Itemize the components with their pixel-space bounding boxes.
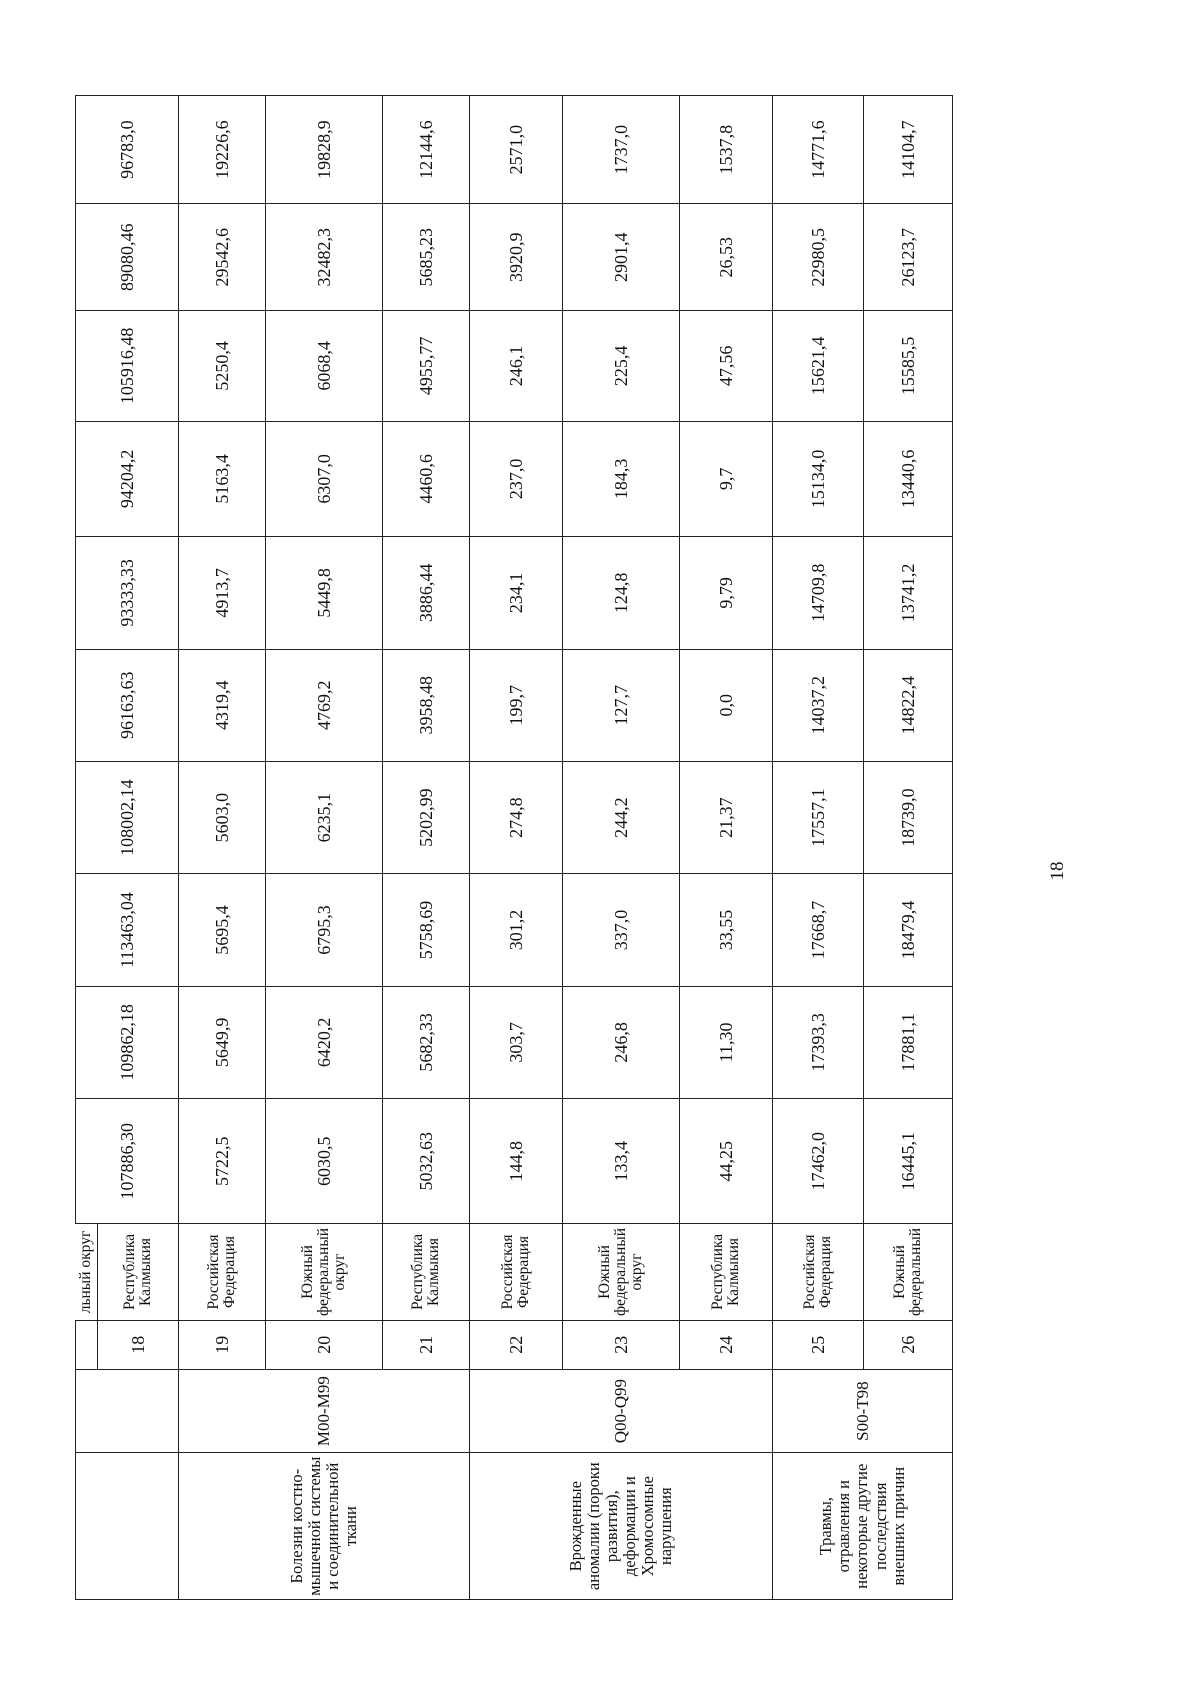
region-cell: Российская Федерация	[179, 1224, 266, 1320]
value-cell: 15585,5	[864, 311, 953, 421]
value-cell: 5758,69	[383, 874, 470, 986]
value-cell: 124,8	[563, 537, 680, 649]
value-cell: 2571,0	[470, 96, 563, 204]
value-cell: 33,55	[680, 874, 773, 986]
value-cell: 6235,1	[266, 761, 383, 873]
value-cell: 12144,6	[383, 96, 470, 204]
value-cell: 9,7	[680, 421, 773, 537]
value-cell: 225,4	[563, 311, 680, 421]
value-cell: 26123,7	[864, 204, 953, 311]
value-cell: 26,53	[680, 204, 773, 311]
value-cell: 246,8	[563, 986, 680, 1098]
region-cell: Южный федеральный округ	[266, 1224, 383, 1320]
value-cell: 5603,0	[179, 761, 266, 873]
value-cell: 5163,4	[179, 421, 266, 537]
row-number-cell: 24	[680, 1320, 773, 1369]
page-number: 18	[1047, 861, 1068, 881]
region-cell: льный округ	[76, 1224, 98, 1320]
row-number-cell: 26	[864, 1320, 953, 1369]
region-cell: Республика Калмыкия	[383, 1224, 470, 1320]
value-cell: 22980,5	[773, 204, 864, 311]
value-cell: 94204,2	[76, 421, 179, 537]
value-cell: 237,0	[470, 421, 563, 537]
icd-code-cell: S00-T98	[773, 1369, 953, 1452]
value-cell: 16445,1	[864, 1099, 953, 1224]
row-number-cell: 22	[470, 1320, 563, 1369]
value-cell: 105916,48	[76, 311, 179, 421]
value-cell: 303,7	[470, 986, 563, 1098]
value-cell: 29542,6	[179, 204, 266, 311]
value-cell: 19828,9	[266, 96, 383, 204]
region-cell: Южный федеральный	[864, 1224, 953, 1320]
value-cell: 5685,23	[383, 204, 470, 311]
table-row	[76, 96, 98, 1600]
table-row	[470, 96, 563, 1600]
value-cell: 5449,8	[266, 537, 383, 649]
value-cell: 1737,0	[563, 96, 680, 204]
value-cell: 6420,2	[266, 986, 383, 1098]
value-cell: 17881,1	[864, 986, 953, 1098]
value-cell: 14104,7	[864, 96, 953, 204]
value-cell: 32482,3	[266, 204, 383, 311]
value-cell: 13741,2	[864, 537, 953, 649]
value-cell: 14771,6	[773, 96, 864, 204]
row-number-cell: 20	[266, 1320, 383, 1369]
value-cell: 6307,0	[266, 421, 383, 537]
value-cell: 96163,63	[76, 649, 179, 761]
value-cell: 17557,1	[773, 761, 864, 873]
value-cell: 5695,4	[179, 874, 266, 986]
icd-code-cell	[76, 1369, 179, 1452]
value-cell: 3958,48	[383, 649, 470, 761]
value-cell: 19226,6	[179, 96, 266, 204]
value-cell: 44,25	[680, 1099, 773, 1224]
value-cell: 337,0	[563, 874, 680, 986]
value-cell: 17393,3	[773, 986, 864, 1098]
region-cell: Южный федеральный округ	[563, 1224, 680, 1320]
value-cell: 133,4	[563, 1099, 680, 1224]
value-cell: 13440,6	[864, 421, 953, 537]
value-cell: 9,79	[680, 537, 773, 649]
morbidity-table	[75, 95, 953, 1600]
table-row	[179, 96, 266, 1600]
value-cell: 2901,4	[563, 204, 680, 311]
value-cell: 3886,44	[383, 537, 470, 649]
value-cell: 17462,0	[773, 1099, 864, 1224]
region-cell: Российская Федерация	[470, 1224, 563, 1320]
disease-cell: Болезни костно-мышечной системы и соединительной ткани	[179, 1453, 470, 1600]
value-cell: 17668,7	[773, 874, 864, 986]
value-cell: 6030,5	[266, 1099, 383, 1224]
value-cell: 15621,4	[773, 311, 864, 421]
disease-cell	[76, 1453, 179, 1600]
value-cell: 244,2	[563, 761, 680, 873]
value-cell: 14709,8	[773, 537, 864, 649]
row-number-cell: 18	[98, 1320, 179, 1369]
value-cell: 108002,14	[76, 761, 179, 873]
value-cell: 127,7	[563, 649, 680, 761]
value-cell: 109862,18	[76, 986, 179, 1098]
row-number-cell: 21	[383, 1320, 470, 1369]
value-cell: 4955,77	[383, 311, 470, 421]
icd-code-cell: Q00-Q99	[470, 1369, 773, 1452]
region-cell: Республика Калмыкия	[680, 1224, 773, 1320]
row-number-cell: 19	[179, 1320, 266, 1369]
value-cell: 4460,6	[383, 421, 470, 537]
value-cell: 5250,4	[179, 311, 266, 421]
value-cell: 5682,33	[383, 986, 470, 1098]
value-cell: 5202,99	[383, 761, 470, 873]
value-cell: 184,3	[563, 421, 680, 537]
value-cell: 96783,0	[76, 96, 179, 204]
value-cell: 113463,04	[76, 874, 179, 986]
value-cell: 18739,0	[864, 761, 953, 873]
value-cell: 234,1	[470, 537, 563, 649]
value-cell: 4319,4	[179, 649, 266, 761]
value-cell: 21,37	[680, 761, 773, 873]
value-cell: 15134,0	[773, 421, 864, 537]
value-cell: 1537,8	[680, 96, 773, 204]
value-cell: 5032,63	[383, 1099, 470, 1224]
rotated-table-page	[75, 95, 1025, 1600]
row-number-cell: 23	[563, 1320, 680, 1369]
value-cell: 5649,9	[179, 986, 266, 1098]
value-cell: 3920,9	[470, 204, 563, 311]
disease-cell: Врожденные аномалии (пороки развития), деформации и Хромосомные нарушения	[470, 1453, 773, 1600]
value-cell: 47,56	[680, 311, 773, 421]
value-cell: 5722,5	[179, 1099, 266, 1224]
value-cell: 4769,2	[266, 649, 383, 761]
value-cell: 144,8	[470, 1099, 563, 1224]
row-number-cell	[76, 1320, 98, 1369]
table-row	[773, 96, 864, 1600]
value-cell: 4913,7	[179, 537, 266, 649]
value-cell: 0,0	[680, 649, 773, 761]
value-cell: 274,8	[470, 761, 563, 873]
value-cell: 93333,33	[76, 537, 179, 649]
region-cell: Российская Федерация	[773, 1224, 864, 1320]
icd-code-cell: M00-M99	[179, 1369, 470, 1452]
value-cell: 14822,4	[864, 649, 953, 761]
value-cell: 107886,30	[76, 1099, 179, 1224]
value-cell: 199,7	[470, 649, 563, 761]
value-cell: 14037,2	[773, 649, 864, 761]
disease-cell: Травмы, отравления и некоторые другие последствия внешних причин	[773, 1453, 953, 1600]
value-cell: 89080,46	[76, 204, 179, 311]
value-cell: 11,30	[680, 986, 773, 1098]
value-cell: 301,2	[470, 874, 563, 986]
value-cell: 6795,3	[266, 874, 383, 986]
region-cell: Республика Калмыкия	[98, 1224, 179, 1320]
value-cell: 6068,4	[266, 311, 383, 421]
value-cell: 246,1	[470, 311, 563, 421]
value-cell: 18479,4	[864, 874, 953, 986]
row-number-cell: 25	[773, 1320, 864, 1369]
